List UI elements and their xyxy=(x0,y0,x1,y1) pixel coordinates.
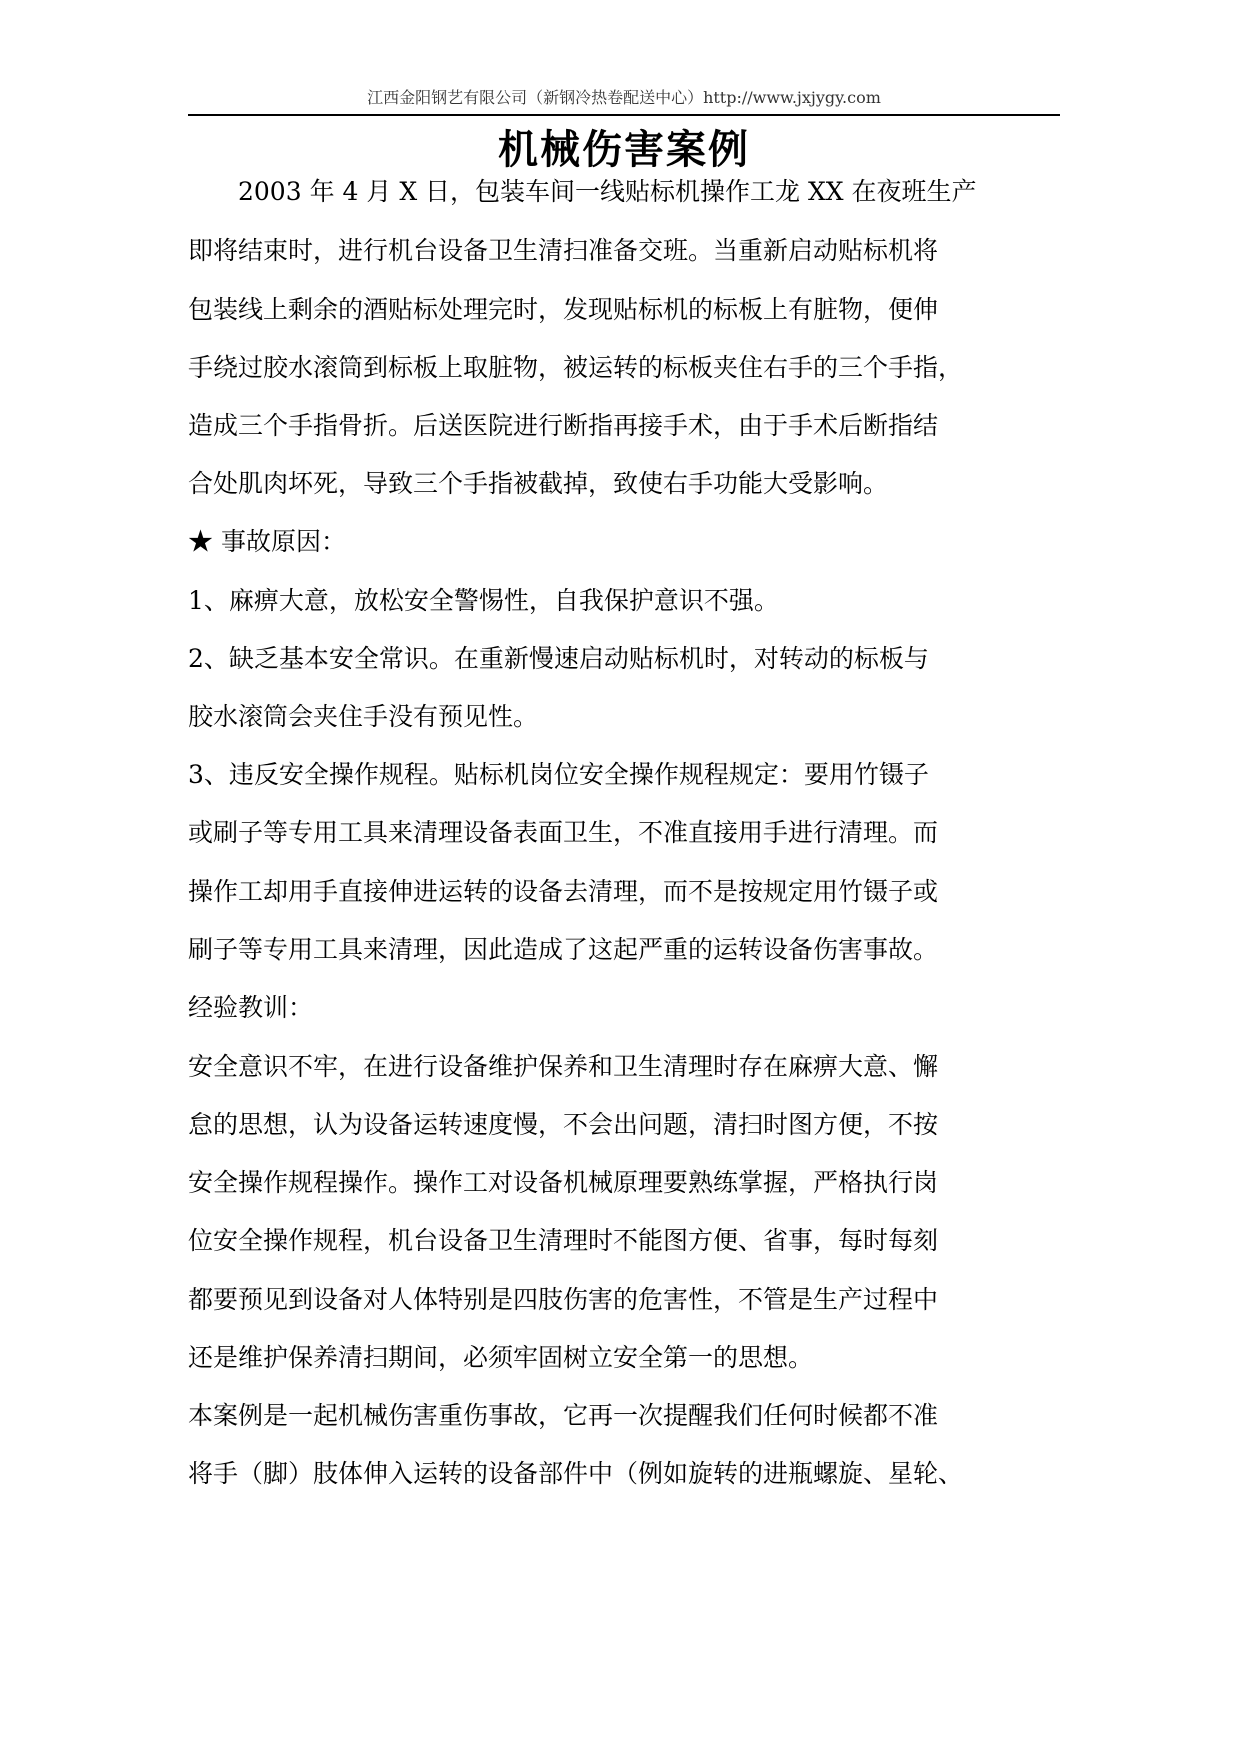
text-line: 将手（脚）肢体伸入运转的设备部件中（例如旋转的进瓶螺旋、星轮、 xyxy=(188,1459,964,1488)
text-line: 3、违反安全操作规程。贴标机岗位安全操作规程规定：要用竹镊子 xyxy=(188,760,929,789)
text-line: 还是维护保养清扫期间，必须牢固树立安全第一的思想。 xyxy=(188,1343,814,1372)
page-header: 江西金阳钢艺有限公司（新钢冷热卷配送中心）http://www.jxjygy.com xyxy=(367,88,881,107)
text-line: 包装线上剩余的酒贴标处理完时，发现贴标机的标板上有脏物，便伸 xyxy=(188,295,939,324)
text-line: 本案例是一起机械伤害重伤事故，它再一次提醒我们任何时候都不准 xyxy=(188,1401,939,1430)
text-line: 安全操作规程操作。操作工对设备机械原理要熟练掌握，严格执行岗 xyxy=(188,1168,939,1197)
text-line: 怠的思想，认为设备运转速度慢，不会出问题，清扫时图方便，不按 xyxy=(188,1110,939,1139)
text-line: 操作工却用手直接伸进运转的设备去清理，而不是按规定用竹镊子或 xyxy=(188,877,939,906)
text-line: 刷子等专用工具来清理，因此造成了这起严重的运转设备伤害事故。 xyxy=(188,935,939,964)
text-line: 胶水滚筒会夹住手没有预见性。 xyxy=(188,702,539,731)
text-line: 2、缺乏基本安全常识。在重新慢速启动贴标机时，对转动的标板与 xyxy=(188,644,929,673)
text-line: 经验教训： xyxy=(188,993,314,1022)
text-line: 位安全操作规程，机台设备卫生清理时不能图方便、省事，每时每刻 xyxy=(188,1226,939,1255)
text-line: 都要预见到设备对人体特别是四肢伤害的危害性，不管是生产过程中 xyxy=(188,1285,939,1314)
text-line: 造成三个手指骨折。后送医院进行断指再接手术，由于手术后断指结 xyxy=(188,411,939,440)
text-line: 或刷子等专用工具来清理设备表面卫生，不准直接用手进行清理。而 xyxy=(188,818,939,847)
body-text xyxy=(188,172,1060,1502)
header-divider xyxy=(188,114,1060,116)
text-line: 即将结束时，进行机台设备卫生清扫准备交班。当重新启动贴标机将 xyxy=(188,236,939,265)
text-line: 安全意识不牢，在进行设备维护保养和卫生清理时存在麻痹大意、懈 xyxy=(188,1052,939,1081)
text-line: 1、麻痹大意，放松安全警惕性，自我保护意识不强。 xyxy=(188,586,779,615)
document-title: 机械伤害案例 xyxy=(498,126,750,173)
text-line: 2003 年 4 月 X 日，包装车间一线贴标机操作工龙 XX 在夜班生产 xyxy=(188,177,977,206)
text-line: 手绕过胶水滚筒到标板上取脏物，被运转的标板夹住右手的三个手指， xyxy=(188,353,964,382)
text-line: ★ 事故原因： xyxy=(188,527,346,556)
text-line: 合处肌肉坏死，导致三个手指被截掉，致使右手功能大受影响。 xyxy=(188,469,889,498)
